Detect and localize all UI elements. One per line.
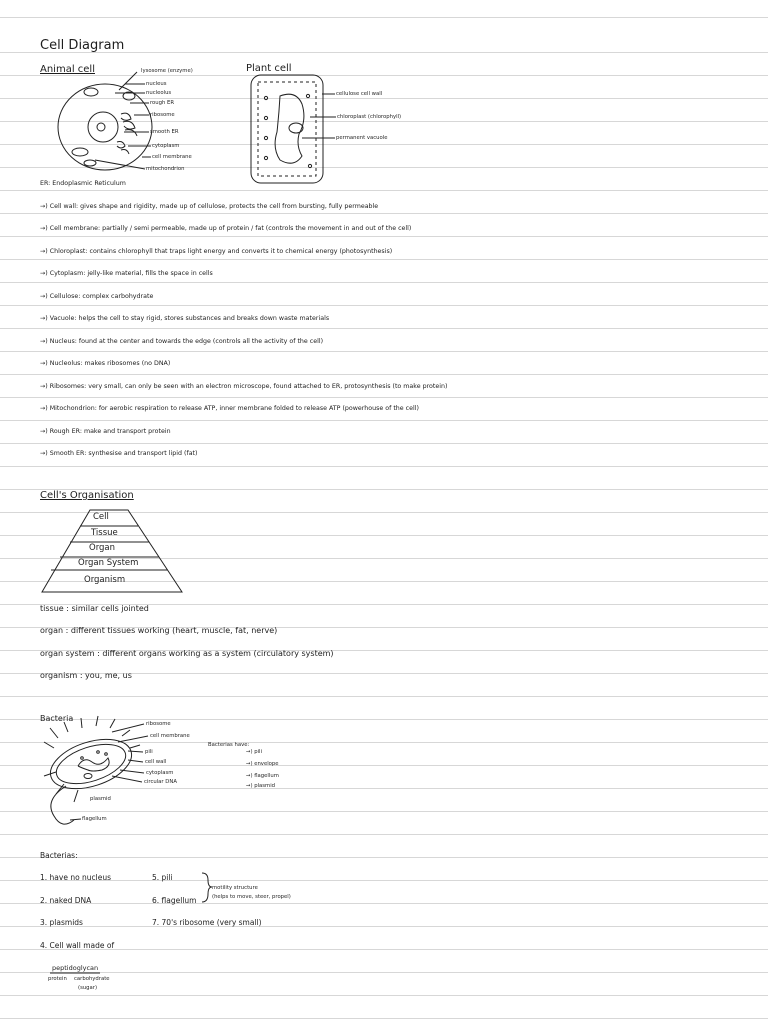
pyramid-level-organ: Organ (89, 543, 116, 553)
label-bac-ribosome: ribosome (146, 721, 171, 727)
def-organism: organism : you, me, us (40, 671, 132, 680)
label-cell-membrane: cell membrane (152, 154, 192, 160)
label-rough-er: rough ER (150, 100, 175, 106)
label-cellulose-cell-wall: cellulose cell wall (336, 91, 383, 97)
label-nucleus: nucleus (146, 81, 167, 87)
organisation-heading: Cell's Organisation (40, 490, 134, 501)
note-nucleus: →) Nucleus: found at the center and towards the edge (controls all the activity of the cell) (40, 338, 324, 345)
note-cell-wall: →) Cell wall: gives shape and rigidity, made up of cellulose, protects the cell from bursting, fully permeable (40, 203, 379, 210)
pyramid-level-organism: Organism (84, 575, 126, 585)
bacteria-heading: Bacteria (40, 714, 74, 723)
motility-note: (helps to move, steer, propel) (212, 894, 291, 900)
note-rough-er: →) Rough ER: make and transport protein (40, 428, 171, 435)
motility-title: motility structure (212, 885, 258, 891)
pyramid-level-organ-system: Organ System (78, 558, 139, 568)
bacterias-have-flagellum: →) flagellum (246, 773, 279, 779)
note-smooth-er: →) Smooth ER: synthesise and transport lipid (fat) (40, 450, 198, 457)
label-nucleolus: nucleolus (146, 90, 172, 96)
def-organ: organ : different tissues working (heart, muscle, fat, nerve) (40, 626, 278, 635)
bacterias-item-3: 3. plasmids (40, 918, 83, 927)
label-bac-cell-membrane: cell membrane (150, 733, 190, 739)
label-chloroplast: chloroplast (chlorophyll) (337, 114, 402, 120)
bacterias-heading: Bacterias: (40, 851, 78, 860)
bacterias-have-plasmid: →) plasmid (246, 783, 276, 789)
bacterias-item-4: 4. Cell wall made of (40, 941, 115, 950)
note-vacuole: →) Vacuole: helps the cell to stay rigid, stores substances and breaks down waste materials (40, 315, 330, 322)
bacterias-have-heading: Bacterias have: (208, 742, 250, 748)
label-bac-circular-dna: circular DNA (144, 779, 177, 785)
wall-protein: protein (48, 976, 67, 982)
bacterias-item-6: 6. flagellum (152, 896, 197, 905)
label-cytoplasm: cytoplasm (152, 143, 180, 149)
bacterias-item-7: 7. 70's ribosome (very small) (152, 918, 262, 927)
note-mitochondrion: →) Mitochondrion: for aerobic respiration to release ATP, inner membrane folded to release ATP (powerhouse of the cell) (40, 405, 419, 412)
label-smooth-er: smooth ER (150, 129, 179, 135)
animal-cell-heading: Animal cell (40, 64, 95, 75)
er-note: ER: Endoplasmic Reticulum (40, 180, 126, 187)
bacterias-have-pili: →) pili (246, 749, 262, 755)
label-lysosome: lysosome (enzyme) (141, 68, 193, 74)
label-bac-cytoplasm: cytoplasm (146, 770, 174, 776)
pyramid-level-cell: Cell (93, 512, 109, 522)
label-bac-cell-wall: cell wall (145, 759, 167, 765)
note-nucleolus: →) Nucleolus: makes ribosomes (no DNA) (40, 360, 171, 367)
label-bac-flagellum: flagellum (82, 816, 107, 822)
note-cytoplasm: →) Cytoplasm: jelly-like material, fills the space in cells (40, 270, 213, 277)
label-permanent-vacuole: permanent vacuole (336, 135, 388, 141)
bacterias-have-envelope: →) envelope (246, 761, 279, 767)
label-bac-pili: pili (145, 749, 153, 755)
def-organ-system: organ system : different organs working as a system (circulatory system) (40, 649, 334, 658)
note-chloroplast: →) Chloroplast: contains chlorophyll that traps light energy and converts it to chemical energy (photosynthesis) (40, 248, 393, 255)
label-ribosome: ribosome (150, 112, 175, 118)
label-mitochondrion: mitochondrion (146, 166, 185, 172)
note-cellulose: →) Cellulose: complex carbohydrate (40, 293, 154, 300)
page-title: Cell Diagram (40, 38, 125, 53)
bacterias-item-1: 1. have no nucleus (40, 873, 112, 882)
wall-peptidoglycan: peptidoglycan (52, 964, 99, 972)
label-bac-plasmid: plasmid (90, 796, 111, 802)
pyramid-level-tissue: Tissue (91, 528, 118, 538)
def-tissue: tissue : similar cells jointed (40, 604, 149, 613)
wall-sugar: (sugar) (78, 985, 98, 991)
bacterias-item-5: 5. pili (152, 873, 173, 882)
bacterias-item-2: 2. naked DNA (40, 896, 92, 905)
wall-carbohydrate: carbohydrate (74, 976, 110, 982)
note-ribosomes: →) Ribosomes: very small, can only be seen with an electron microscope, found attached to ER, protosynthesis (to make protein) (40, 383, 448, 390)
plant-cell-heading: Plant cell (246, 63, 292, 74)
note-cell-membrane: →) Cell membrane: partially / semi permeable, made up of protein / fat (controls the movement in and out of the cell) (40, 225, 412, 232)
